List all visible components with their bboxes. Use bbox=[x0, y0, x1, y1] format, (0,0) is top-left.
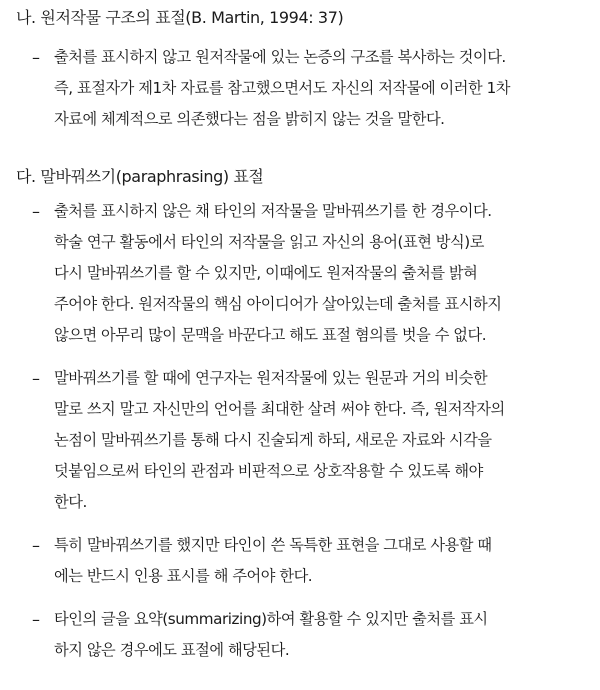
text-line: 학술 연구 활동에서 타인의 저작물을 읽고 자신의 용어(표현 방식)로 bbox=[54, 233, 484, 251]
section-heading-da: 다. 말바꿔쓰기(paraphrasing) 표절 bbox=[16, 167, 264, 186]
bullet-paraphrasing-guidance bbox=[32, 363, 584, 518]
text-line: 출처를 표시하지 않고 원저작물에 있는 논증의 구조를 복사하는 것이다. bbox=[54, 48, 506, 66]
text-line: 한다. bbox=[54, 493, 87, 511]
text-line: 다시 말바꿔쓰기를 할 수 있지만, 이때에도 원저작물의 출처를 밝혀 bbox=[54, 264, 478, 282]
bullet-structure-plagiarism bbox=[32, 42, 584, 135]
bullet-dash: – bbox=[32, 610, 40, 629]
text-line: 주어야 한다. 원저작물의 핵심 아이디어가 살아있는데 출처를 표시하지 bbox=[54, 295, 502, 313]
text-line: 특히 말바꿔쓰기를 했지만 타인이 쓴 독특한 표현을 그대로 사용할 때 bbox=[54, 536, 492, 554]
bullet-paraphrasing-definition bbox=[32, 196, 584, 351]
bullet-dash: – bbox=[32, 48, 40, 67]
text-line: 말바꿔쓰기를 할 때에 연구자는 원저작물에 있는 원문과 거의 비슷한 bbox=[54, 369, 488, 387]
text-line: 덧붙임으로써 타인의 관점과 비판적으로 상호작용할 수 있도록 해야 bbox=[54, 462, 483, 480]
text-line: 말로 쓰지 말고 자신만의 언어를 최대한 살려 써야 한다. 즉, 원저작자의 bbox=[54, 400, 505, 418]
bullet-dash: – bbox=[32, 202, 40, 221]
text-line: 즉, 표절자가 제1차 자료를 참고했으면서도 자신의 저작물에 이러한 1차 bbox=[54, 79, 511, 97]
bullet-quotation-marking bbox=[32, 530, 584, 592]
text-line: 자료에 체계적으로 의존했다는 점을 밝히지 않는 것을 말한다. bbox=[54, 110, 445, 128]
bullet-dash: – bbox=[32, 369, 40, 388]
bullet-dash: – bbox=[32, 536, 40, 555]
text-line: 논점이 말바꿔쓰기를 통해 다시 진술되게 하되, 새로운 자료와 시각을 bbox=[54, 431, 492, 449]
text-line: 타인의 글을 요약(summarizing)하여 활용할 수 있지만 출처를 표시 bbox=[54, 610, 488, 628]
text-line: 하지 않은 경우에도 표절에 해당된다. bbox=[54, 641, 290, 659]
text-line: 출처를 표시하지 않은 채 타인의 저작물을 말바꿔쓰기를 한 경우이다. bbox=[54, 202, 492, 220]
text-line: 에는 반드시 인용 표시를 해 주어야 한다. bbox=[54, 567, 313, 585]
bullet-summarizing bbox=[32, 604, 584, 666]
text-line: 않으면 아무리 많이 문맥을 바꾼다고 해도 표절 혐의를 벗을 수 없다. bbox=[54, 326, 487, 344]
section-heading-na: 나. 원저작물 구조의 표절(B. Martin, 1994: 37) bbox=[16, 8, 344, 27]
